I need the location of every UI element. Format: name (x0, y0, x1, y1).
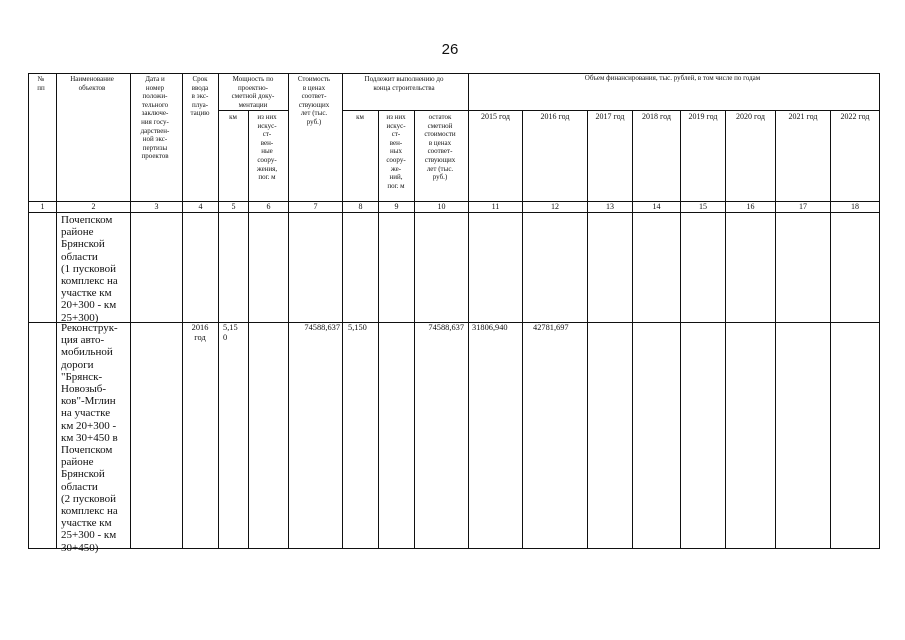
row1-object-name: Почепском районе Брянской области (1 пусковой комплекс на участке км 20+300 - км 25+300) (61, 214, 118, 324)
header-finance-group: Объем финансирования, тыс. рублей, в том числе по годам (584, 74, 761, 82)
row2-commissioning: 2016 год (191, 323, 209, 342)
header-year-6: 2020 год (736, 112, 765, 121)
header-year-5: 2019 год (688, 112, 718, 121)
column-number-8: 8 (358, 202, 363, 211)
row2-object-name: Реконструк- ция авто- мобильной дороги "Брянск- Новозыб- ков"-Мглин на участке км 20+300 - км 30+450 в Почепском районе Брянской области (2 пусковой комплекс на участке км 25+300 - км 30+450) (61, 322, 118, 554)
column-number-14: 14 (652, 202, 661, 211)
column-number-11: 11 (491, 202, 500, 211)
header-to-build-structures: из них искус- ст- вен- ных соору- же- ний, пог. м (386, 113, 406, 190)
header-cost: Стоимость в ценах соответ- ствующих лет (тыс. руб.) (297, 75, 331, 126)
row2-remaining-km: 5,150 (348, 323, 367, 332)
header-power-km: км (229, 113, 237, 121)
column-number-5: 5 (231, 202, 236, 211)
column-number-18: 18 (851, 202, 859, 211)
header-object-name: Наименование объектов (70, 75, 114, 92)
column-number-1: 1 (40, 202, 45, 211)
header-to-build-group: Подлежит выполнению до конца строительства (364, 75, 444, 92)
column-number-15: 15 (699, 202, 707, 211)
column-number-16: 16 (746, 202, 755, 211)
column-number-17: 17 (799, 202, 807, 211)
header-year-4: 2018 год (642, 112, 671, 121)
column-number-6: 6 (266, 202, 271, 211)
column-number-13: 13 (606, 202, 614, 211)
column-number-10: 10 (437, 202, 446, 211)
header-year-3: 2017 год (595, 112, 625, 121)
header-expertise: Дата и номер положи- тельного заключе- ния госу- дарствен- ной экс- пертизы проектов (140, 75, 170, 161)
header-year-2: 2016 год (540, 112, 570, 121)
header-year-1: 2015 год (481, 112, 510, 121)
row2-finance-2015: 31806,940 (472, 323, 508, 332)
column-number-9: 9 (394, 202, 399, 211)
column-number-7: 7 (313, 202, 318, 211)
row2-km: 5,15 0 (223, 323, 238, 342)
column-number-2: 2 (91, 202, 96, 211)
column-number-12: 12 (551, 202, 559, 211)
column-number-3: 3 (154, 202, 159, 211)
row2-finance-2016: 42781,697 (533, 323, 569, 332)
row2-remaining-cost: 74588,637 (428, 323, 464, 332)
page-number: 26 (441, 41, 459, 58)
header-power-structures: из них искус- ст- вен- ные соору- жения, пог. м (256, 113, 278, 182)
header-to-build-km: км (356, 113, 364, 121)
column-number-4: 4 (198, 202, 203, 211)
header-commissioning: Срок ввода в экс- плуа- тацию (190, 75, 210, 118)
header-number: № пп (37, 75, 45, 92)
row2-cost: 74588,637 (304, 323, 340, 332)
header-year-8: 2022 год (840, 112, 870, 121)
header-power-group: Мощность по проектно- сметной доку- ментации (231, 75, 275, 109)
header-year-7: 2021 год (788, 112, 818, 121)
header-remaining-cost: остаток сметной стоимости в ценах соответ- ствующих лет (тыс. руб.) (424, 113, 456, 182)
